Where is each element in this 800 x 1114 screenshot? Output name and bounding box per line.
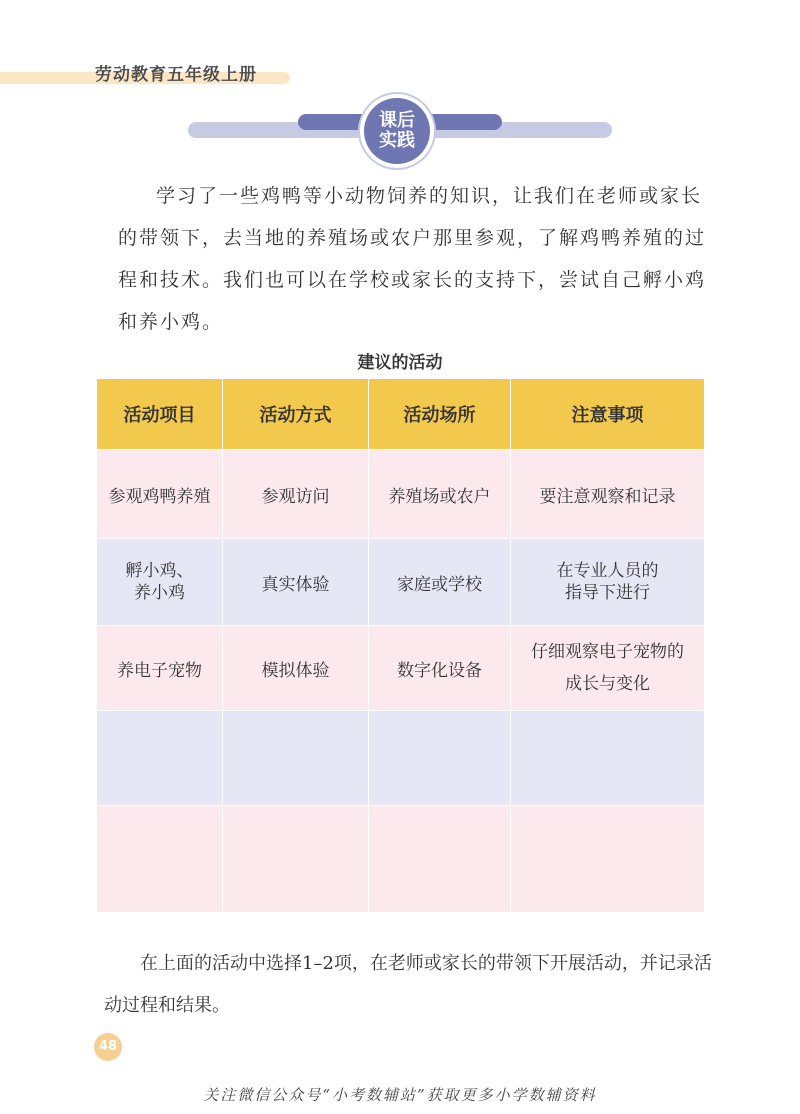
cell-line: 在专业人员的 <box>556 561 659 581</box>
empty-table-row <box>97 806 705 913</box>
table-header-row <box>97 379 705 450</box>
table-cell: 数字化设备 <box>369 626 511 711</box>
badge-line-2: 实践 <box>379 130 415 151</box>
cell-line: 养小鸡 <box>134 583 185 603</box>
cell-line: 仔细观察电子宠物的 <box>531 642 684 662</box>
table-title: 建议的活动 <box>357 353 443 373</box>
empty-table-row <box>97 711 705 806</box>
empty-cell[interactable] <box>223 711 369 806</box>
table-cell <box>97 539 223 626</box>
table-cell <box>511 626 705 711</box>
table-row <box>97 450 705 539</box>
table-cell: 养殖场或农户 <box>369 450 511 539</box>
table-row <box>97 539 705 626</box>
header-notes: 注意事项 <box>511 379 705 450</box>
table-cell: 参观鸡鸭养殖 <box>97 450 223 539</box>
empty-cell[interactable] <box>223 806 369 913</box>
activities-table <box>96 378 705 913</box>
table-cell: 参观访问 <box>223 450 369 539</box>
table-cell <box>511 539 705 626</box>
intro-text <box>118 175 708 343</box>
empty-cell[interactable] <box>369 806 511 913</box>
book-title: 劳动教育五年级上册 <box>95 65 257 85</box>
table-cell: 真实体验 <box>223 539 369 626</box>
empty-cell[interactable] <box>97 711 223 806</box>
header-activity-place: 活动场所 <box>369 379 511 450</box>
outro-text <box>104 943 714 1027</box>
intro-paragraph: 学习了一些鸡鸭等小动物饲养的知识，让我们在老师或家长的带领下，去当地的养殖场或农户那里参观，了解鸡鸭养殖的过程和技术。我们也可以在学校或家长的支持下，尝试自己孵小鸡和养小鸡。 <box>118 185 707 333</box>
page-number: 48 <box>94 1033 122 1061</box>
empty-cell[interactable] <box>97 806 223 913</box>
table-cell: 模拟体验 <box>223 626 369 711</box>
empty-cell[interactable] <box>511 806 705 913</box>
outro-paragraph: 在上面的活动中选择1–2项，在老师或家长的带领下开展活动，并记录活动过程和结果。 <box>104 953 712 1016</box>
section-badge <box>0 95 800 165</box>
table-row <box>97 626 705 711</box>
badge-circle <box>364 98 430 164</box>
cell-line: 成长与变化 <box>565 674 650 694</box>
header-activity-method: 活动方式 <box>223 379 369 450</box>
table-cell: 要注意观察和记录 <box>511 450 705 539</box>
empty-cell[interactable] <box>511 711 705 806</box>
table-cell: 家庭或学校 <box>369 539 511 626</box>
badge-line-1: 课后 <box>379 110 415 131</box>
cell-line: 指导下进行 <box>565 583 650 603</box>
empty-cell[interactable] <box>369 711 511 806</box>
table-cell: 养电子宠物 <box>97 626 223 711</box>
cell-line: 孵小鸡、 <box>125 561 194 581</box>
watermark-text: 关注微信公众号“小考数辅站”获取更多小学数辅资料 <box>203 1086 597 1104</box>
header-activity-item: 活动项目 <box>97 379 223 450</box>
